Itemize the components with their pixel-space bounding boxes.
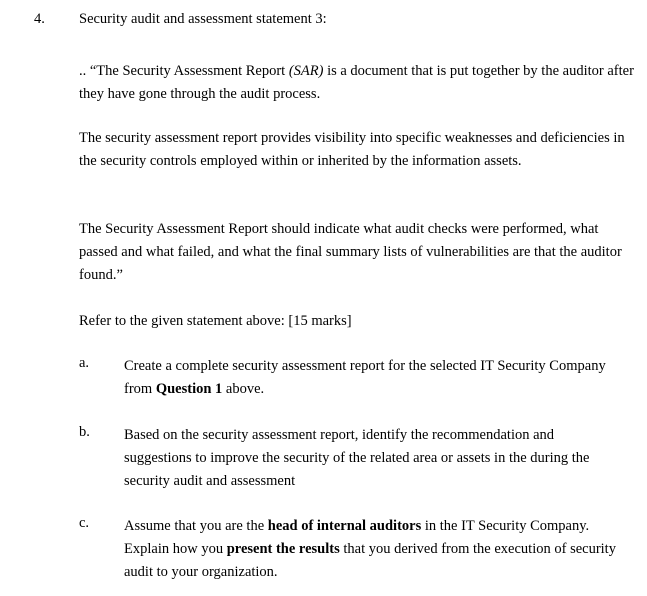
item-c-bold-2: present the results xyxy=(226,541,340,557)
item-c-text-3: that you derived from the execution of security audit to your organization. xyxy=(124,541,616,580)
item-c-letter: c. xyxy=(79,515,90,531)
p1-text-after: is a document that is put together by the auditor after they have gone through the audit process. xyxy=(79,63,634,102)
item-b-letter: b. xyxy=(79,424,90,440)
question-number: 4. xyxy=(34,11,45,27)
statement-paragraph-1 xyxy=(79,60,634,106)
item-a-text-2: above. xyxy=(222,381,265,397)
item-a-bold-1: Question 1 xyxy=(155,381,223,397)
p1-text-before: .. “The Security Assessment Report xyxy=(79,63,289,79)
question-title: Security audit and assessment statement 3: xyxy=(79,11,327,27)
statement-paragraph-3: The Security Assessment Report should indicate what audit checks were performed, what passed and what failed, and what the final summary lists of vulnerabilities are that the auditor found.” xyxy=(79,221,622,283)
item-b-text: Based on the security assessment report, identify the recommendation and suggestions to improve the security of the related area or assets in the during the security audit and assessment xyxy=(124,427,590,489)
instruction-paragraph: Refer to the given statement above: [15 marks] xyxy=(79,313,352,329)
item-c-text-2: in the IT Security Company. Explain how you xyxy=(124,518,590,557)
item-c-text-1: Assume that you are the xyxy=(124,518,268,534)
item-a-text xyxy=(124,355,624,401)
item-a-text-1: Create a complete security assessment report for the selected IT Security Company from xyxy=(124,358,606,397)
item-c-text xyxy=(124,515,624,584)
item-a-letter: a. xyxy=(79,355,90,371)
item-c-bold-1: head of internal auditors xyxy=(267,518,422,534)
statement-paragraph-2: The security assessment report provides visibility into specific weaknesses and deficiencies in the security controls employed within or inherited by the information assets. xyxy=(79,130,625,169)
p1-abbreviation: (SAR) xyxy=(288,63,324,79)
